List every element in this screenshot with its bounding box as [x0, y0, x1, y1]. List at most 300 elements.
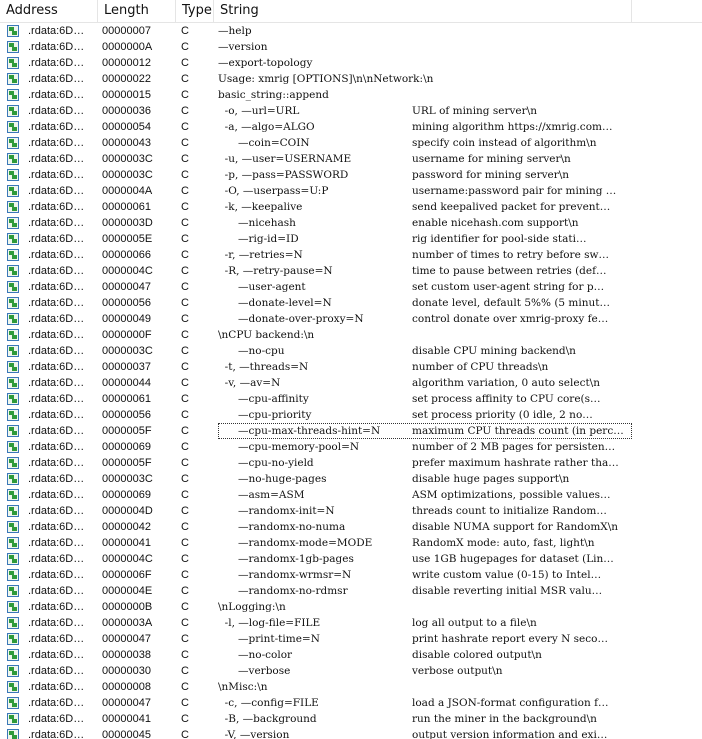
table-row[interactable] — [0, 375, 702, 391]
string-option: —cpu-no-yield — [218, 457, 314, 469]
type-cell: C — [181, 569, 189, 581]
type-cell: C — [181, 57, 189, 69]
string-description: disable reverting initial MSR valu… — [412, 585, 603, 597]
type-cell: C — [181, 201, 189, 213]
length-cell: 0000004C — [102, 265, 153, 277]
string-description: rig identifier for pool-side stati… — [412, 233, 587, 245]
address-cell: .rdata:6D… — [28, 617, 85, 629]
table-row[interactable] — [0, 423, 702, 439]
string-icon — [7, 695, 21, 711]
string-icon — [7, 631, 21, 647]
string-description: maximum CPU threads count (in perc… — [412, 425, 624, 437]
string-cell — [218, 599, 632, 615]
string-cell — [218, 711, 632, 727]
string-option: -O, —userpass=U:P — [218, 185, 329, 197]
address-cell: .rdata:6D… — [28, 105, 85, 117]
table-row[interactable] — [0, 615, 702, 631]
table-row[interactable] — [0, 343, 702, 359]
type-cell: C — [181, 553, 189, 565]
type-cell: C — [181, 121, 189, 133]
length-cell: 00000056 — [102, 409, 151, 421]
string-icon — [7, 615, 21, 631]
string-description: threads count to initialize Random… — [412, 505, 607, 517]
string-cell — [218, 231, 632, 247]
address-cell: .rdata:6D… — [28, 649, 85, 661]
string-option: —no-huge-pages — [218, 473, 327, 485]
string-option: —coin=COIN — [218, 137, 310, 149]
string-option: —no-cpu — [218, 345, 285, 357]
table-row[interactable] — [0, 231, 702, 247]
table-row[interactable] — [0, 567, 702, 583]
string-description: set custom user-agent string for p… — [412, 281, 605, 293]
string-description: specify coin instead of algorithm\n — [412, 137, 597, 149]
string-option: -u, —user=USERNAME — [218, 153, 352, 165]
table-row[interactable] — [0, 647, 702, 663]
string-description: set process affinity to CPU core(s… — [412, 393, 601, 405]
address-cell: .rdata:6D… — [28, 457, 85, 469]
length-cell: 00000036 — [102, 105, 151, 117]
string-cell — [218, 327, 632, 343]
string-icon — [7, 679, 21, 695]
length-cell: 0000000B — [102, 601, 153, 613]
table-row[interactable] — [0, 183, 702, 199]
length-cell: 0000003A — [102, 617, 153, 629]
address-cell: .rdata:6D… — [28, 73, 85, 85]
length-cell: 0000004A — [102, 185, 153, 197]
string-icon — [7, 503, 21, 519]
table-row[interactable] — [0, 295, 702, 311]
string-cell — [218, 199, 632, 215]
string-cell — [218, 119, 632, 135]
string-description: algorithm variation, 0 auto select\n — [412, 377, 600, 389]
length-cell: 00000041 — [102, 713, 151, 725]
string-icon — [7, 407, 21, 423]
table-row[interactable] — [0, 199, 702, 215]
string-cell — [218, 343, 632, 359]
length-cell: 0000003C — [102, 153, 153, 165]
string-description: control donate over xmrig-proxy fe… — [412, 313, 609, 325]
type-cell: C — [181, 489, 189, 501]
string-cell — [218, 71, 632, 87]
string-description: set process priority (0 idle, 2 no… — [412, 409, 593, 421]
string-cell — [218, 439, 632, 455]
string-cell — [218, 695, 632, 711]
string-option: —randomx-no-numa — [218, 521, 346, 533]
address-cell: .rdata:6D… — [28, 217, 85, 229]
address-cell: .rdata:6D… — [28, 633, 85, 645]
type-cell: C — [181, 729, 189, 739]
string-icon — [7, 647, 21, 663]
string-option: -B, —background — [218, 713, 317, 725]
string-icon — [7, 167, 21, 183]
string-description: verbose output\n — [412, 665, 503, 677]
string-cell — [218, 39, 632, 55]
table-row[interactable] — [0, 487, 702, 503]
table-row[interactable] — [0, 247, 702, 263]
address-cell: .rdata:6D… — [28, 57, 85, 69]
string-cell — [218, 583, 632, 599]
string-cell — [218, 215, 632, 231]
type-cell: C — [181, 697, 189, 709]
length-cell: 00000042 — [102, 521, 151, 533]
length-cell: 00000054 — [102, 121, 151, 133]
length-cell: 00000037 — [102, 361, 151, 373]
string-option: -v, —av=N — [218, 377, 281, 389]
length-cell: 00000047 — [102, 633, 151, 645]
table-row[interactable] — [0, 727, 702, 739]
table-row[interactable] — [0, 471, 702, 487]
string-cell — [218, 295, 632, 311]
string-icon — [7, 423, 21, 439]
string-description: run the miner in the background\n — [412, 713, 597, 725]
string-icon — [7, 599, 21, 615]
string-description: number of times to retry before sw… — [412, 249, 610, 261]
type-cell: C — [181, 345, 189, 357]
type-cell: C — [181, 441, 189, 453]
type-cell: C — [181, 377, 189, 389]
string-description: send keepalived packet for prevent… — [412, 201, 611, 213]
table-row[interactable] — [0, 551, 702, 567]
table-row[interactable] — [0, 407, 702, 423]
table-row[interactable] — [0, 279, 702, 295]
length-cell: 0000005F — [102, 457, 152, 469]
length-cell: 00000061 — [102, 201, 151, 213]
string-icon — [7, 55, 21, 71]
string-icon — [7, 471, 21, 487]
address-cell: .rdata:6D… — [28, 553, 85, 565]
string-icon — [7, 135, 21, 151]
string-cell — [218, 535, 632, 551]
type-cell: C — [181, 25, 189, 37]
string-description: disable CPU mining backend\n — [412, 345, 576, 357]
type-cell: C — [181, 89, 189, 101]
string-cell — [218, 455, 632, 471]
string-description: number of 2 MB pages for persisten… — [412, 441, 616, 453]
string-icon — [7, 535, 21, 551]
length-cell: 0000003C — [102, 473, 153, 485]
string-icon — [7, 711, 21, 727]
string-cell — [218, 631, 632, 647]
type-cell: C — [181, 73, 189, 85]
string-description: URL of mining server\n — [412, 105, 537, 117]
type-cell: C — [181, 265, 189, 277]
string-option: —donate-level=N — [218, 297, 332, 309]
string-icon — [7, 39, 21, 55]
type-cell: C — [181, 217, 189, 229]
string-icon — [7, 263, 21, 279]
string-option: \nLogging:\n — [218, 601, 286, 613]
table-row[interactable] — [0, 631, 702, 647]
table-row[interactable] — [0, 583, 702, 599]
length-cell: 00000007 — [102, 25, 151, 37]
table-row[interactable] — [0, 311, 702, 327]
type-cell: C — [181, 105, 189, 117]
table-row[interactable] — [0, 119, 702, 135]
string-cell — [218, 391, 632, 407]
string-icon — [7, 199, 21, 215]
length-cell: 0000000A — [102, 41, 153, 53]
string-cell — [218, 727, 632, 739]
string-icon — [7, 119, 21, 135]
string-description: ASM optimizations, possible values… — [412, 489, 611, 501]
type-cell: C — [181, 169, 189, 181]
length-cell: 00000044 — [102, 377, 151, 389]
string-description: load a JSON-format configuration f… — [412, 697, 609, 709]
table-row[interactable] — [0, 599, 702, 615]
table-row[interactable] — [0, 71, 702, 87]
string-option: \nCPU backend:\n — [218, 329, 315, 341]
string-icon — [7, 663, 21, 679]
string-description: username for mining server\n — [412, 153, 571, 165]
type-cell: C — [181, 297, 189, 309]
address-cell: .rdata:6D… — [28, 265, 85, 277]
string-cell — [218, 247, 632, 263]
string-option: basic_string::append — [218, 89, 329, 101]
table-row[interactable] — [0, 391, 702, 407]
type-cell: C — [181, 505, 189, 517]
length-cell: 0000005F — [102, 425, 152, 437]
string-cell — [218, 487, 632, 503]
string-option: -r, —retries=N — [218, 249, 303, 261]
type-cell: C — [181, 713, 189, 725]
string-icon — [7, 391, 21, 407]
string-description: print hashrate report every N seco… — [412, 633, 608, 645]
column-header-type[interactable]: Type — [176, 0, 214, 22]
table-row[interactable] — [0, 87, 702, 103]
string-option: —donate-over-proxy=N — [218, 313, 364, 325]
table-row[interactable] — [0, 103, 702, 119]
address-cell: .rdata:6D… — [28, 25, 85, 37]
table-row[interactable] — [0, 439, 702, 455]
address-cell: .rdata:6D… — [28, 425, 85, 437]
string-cell — [218, 647, 632, 663]
length-cell: 00000069 — [102, 441, 151, 453]
address-cell: .rdata:6D… — [28, 249, 85, 261]
length-cell: 00000041 — [102, 537, 151, 549]
length-cell: 0000004E — [102, 585, 153, 597]
string-description: time to pause between retries (def… — [412, 265, 607, 277]
string-option: Usage: xmrig [OPTIONS]\n\nNetwork:\n — [218, 73, 434, 85]
type-cell: C — [181, 313, 189, 325]
table-row[interactable] — [0, 519, 702, 535]
string-cell — [218, 375, 632, 391]
string-option: -c, —config=FILE — [218, 697, 319, 709]
string-description: donate level, default 5%% (5 minut… — [412, 297, 610, 309]
address-cell: .rdata:6D… — [28, 185, 85, 197]
string-option: \nMisc:\n — [218, 681, 268, 693]
address-cell: .rdata:6D… — [28, 41, 85, 53]
type-cell: C — [181, 585, 189, 597]
column-header-bar — [0, 0, 702, 23]
string-description: password for mining server\n — [412, 169, 570, 181]
string-icon — [7, 247, 21, 263]
table-row[interactable] — [0, 663, 702, 679]
string-option: —export-topology — [218, 57, 313, 69]
string-icon — [7, 311, 21, 327]
string-cell — [218, 183, 632, 199]
length-cell: 00000008 — [102, 681, 151, 693]
string-option: —cpu-priority — [218, 409, 312, 421]
string-icon — [7, 439, 21, 455]
string-cell — [218, 567, 632, 583]
string-icon — [7, 455, 21, 471]
type-cell: C — [181, 409, 189, 421]
type-cell: C — [181, 137, 189, 149]
string-description: RandomX mode: auto, fast, light\n — [412, 537, 595, 549]
string-icon — [7, 71, 21, 87]
string-description: use 1GB hugepages for dataset (Lin… — [412, 553, 614, 565]
string-option: —randomx-1gb-pages — [218, 553, 354, 565]
address-cell: .rdata:6D… — [28, 505, 85, 517]
string-description: username:password pair for mining … — [412, 185, 617, 197]
string-option: —rig-id=ID — [218, 233, 299, 245]
address-cell: .rdata:6D… — [28, 569, 85, 581]
table-row[interactable] — [0, 55, 702, 71]
string-icon — [7, 327, 21, 343]
string-cell — [218, 471, 632, 487]
column-header-string[interactable]: String — [214, 0, 632, 22]
address-cell: .rdata:6D… — [28, 329, 85, 341]
type-cell: C — [181, 361, 189, 373]
string-cell — [218, 311, 632, 327]
type-cell: C — [181, 601, 189, 613]
string-option: —asm=ASM — [218, 489, 305, 501]
length-cell: 00000022 — [102, 73, 151, 85]
table-row[interactable] — [0, 359, 702, 375]
type-cell: C — [181, 249, 189, 261]
string-description: write custom value (0-15) to Intel… — [412, 569, 602, 581]
address-cell: .rdata:6D… — [28, 377, 85, 389]
string-icon — [7, 519, 21, 535]
table-row[interactable] — [0, 455, 702, 471]
table-row[interactable] — [0, 39, 702, 55]
length-cell: 00000045 — [102, 729, 151, 739]
string-cell — [218, 519, 632, 535]
length-cell: 0000003C — [102, 169, 153, 181]
string-cell — [218, 55, 632, 71]
string-icon — [7, 151, 21, 167]
length-cell: 0000000F — [102, 329, 152, 341]
address-cell: .rdata:6D… — [28, 473, 85, 485]
address-cell: .rdata:6D… — [28, 729, 85, 739]
string-option: —version — [218, 41, 268, 53]
string-description: disable huge pages support\n — [412, 473, 570, 485]
string-cell — [218, 87, 632, 103]
length-cell: 00000047 — [102, 281, 151, 293]
length-cell: 00000066 — [102, 249, 151, 261]
string-description: output version information and exi… — [412, 729, 608, 739]
string-description: enable nicehash.com support\n — [412, 217, 579, 229]
string-icon — [7, 727, 21, 739]
string-description: prefer maximum hashrate rather tha… — [412, 457, 619, 469]
string-description: number of CPU threads\n — [412, 361, 549, 373]
string-description: disable NUMA support for RandomX\n — [412, 521, 619, 533]
column-header-address[interactable]: Address — [0, 0, 98, 22]
string-option: —verbose — [218, 665, 291, 677]
length-cell: 0000004D — [102, 505, 153, 517]
type-cell: C — [181, 153, 189, 165]
address-cell: .rdata:6D… — [28, 137, 85, 149]
string-cell — [218, 103, 632, 119]
table-row[interactable] — [0, 535, 702, 551]
length-cell: 00000056 — [102, 297, 151, 309]
table-row[interactable] — [0, 151, 702, 167]
string-icon — [7, 359, 21, 375]
table-row[interactable] — [0, 215, 702, 231]
address-cell: .rdata:6D… — [28, 233, 85, 245]
length-cell: 00000069 — [102, 489, 151, 501]
table-row[interactable] — [0, 167, 702, 183]
type-cell: C — [181, 233, 189, 245]
string-option: -V, —version — [218, 729, 290, 739]
strings-table-body — [0, 23, 702, 739]
string-icon — [7, 583, 21, 599]
type-cell: C — [181, 281, 189, 293]
string-option: —help — [218, 25, 252, 37]
string-option: —print-time=N — [218, 633, 320, 645]
address-cell: .rdata:6D… — [28, 697, 85, 709]
length-cell: 00000030 — [102, 665, 151, 677]
string-icon — [7, 215, 21, 231]
address-cell: .rdata:6D… — [28, 281, 85, 293]
string-description: mining algorithm https://xmrig.com… — [412, 121, 613, 133]
length-cell: 0000004C — [102, 553, 153, 565]
string-option: —no-color — [218, 649, 293, 661]
string-icon — [7, 87, 21, 103]
address-cell: .rdata:6D… — [28, 393, 85, 405]
string-option: -a, —algo=ALGO — [218, 121, 315, 133]
type-cell: C — [181, 41, 189, 53]
table-row[interactable] — [0, 135, 702, 151]
type-cell: C — [181, 649, 189, 661]
address-cell: .rdata:6D… — [28, 713, 85, 725]
string-description: disable colored output\n — [412, 649, 542, 661]
type-cell: C — [181, 393, 189, 405]
table-row[interactable] — [0, 263, 702, 279]
string-cell — [218, 167, 632, 183]
string-option: -t, —threads=N — [218, 361, 309, 373]
table-row[interactable] — [0, 23, 702, 39]
string-cell — [218, 151, 632, 167]
string-icon — [7, 23, 21, 39]
string-option: —randomx-wrmsr=N — [218, 569, 352, 581]
length-cell: 00000015 — [102, 89, 151, 101]
column-header-length[interactable]: Length — [98, 0, 176, 22]
address-cell: .rdata:6D… — [28, 297, 85, 309]
length-cell: 00000049 — [102, 313, 151, 325]
table-row[interactable] — [0, 327, 702, 343]
address-cell: .rdata:6D… — [28, 441, 85, 453]
address-cell: .rdata:6D… — [28, 681, 85, 693]
address-cell: .rdata:6D… — [28, 665, 85, 677]
table-row[interactable] — [0, 679, 702, 695]
string-cell — [218, 663, 632, 679]
type-cell: C — [181, 681, 189, 693]
table-row[interactable] — [0, 695, 702, 711]
table-row[interactable] — [0, 711, 702, 727]
length-cell: 00000012 — [102, 57, 151, 69]
string-cell — [218, 503, 632, 519]
type-cell: C — [181, 185, 189, 197]
address-cell: .rdata:6D… — [28, 121, 85, 133]
length-cell: 0000003C — [102, 345, 153, 357]
type-cell: C — [181, 521, 189, 533]
length-cell: 00000061 — [102, 393, 151, 405]
type-cell: C — [181, 473, 189, 485]
table-row[interactable] — [0, 503, 702, 519]
length-cell: 0000005E — [102, 233, 153, 245]
string-cell — [218, 279, 632, 295]
